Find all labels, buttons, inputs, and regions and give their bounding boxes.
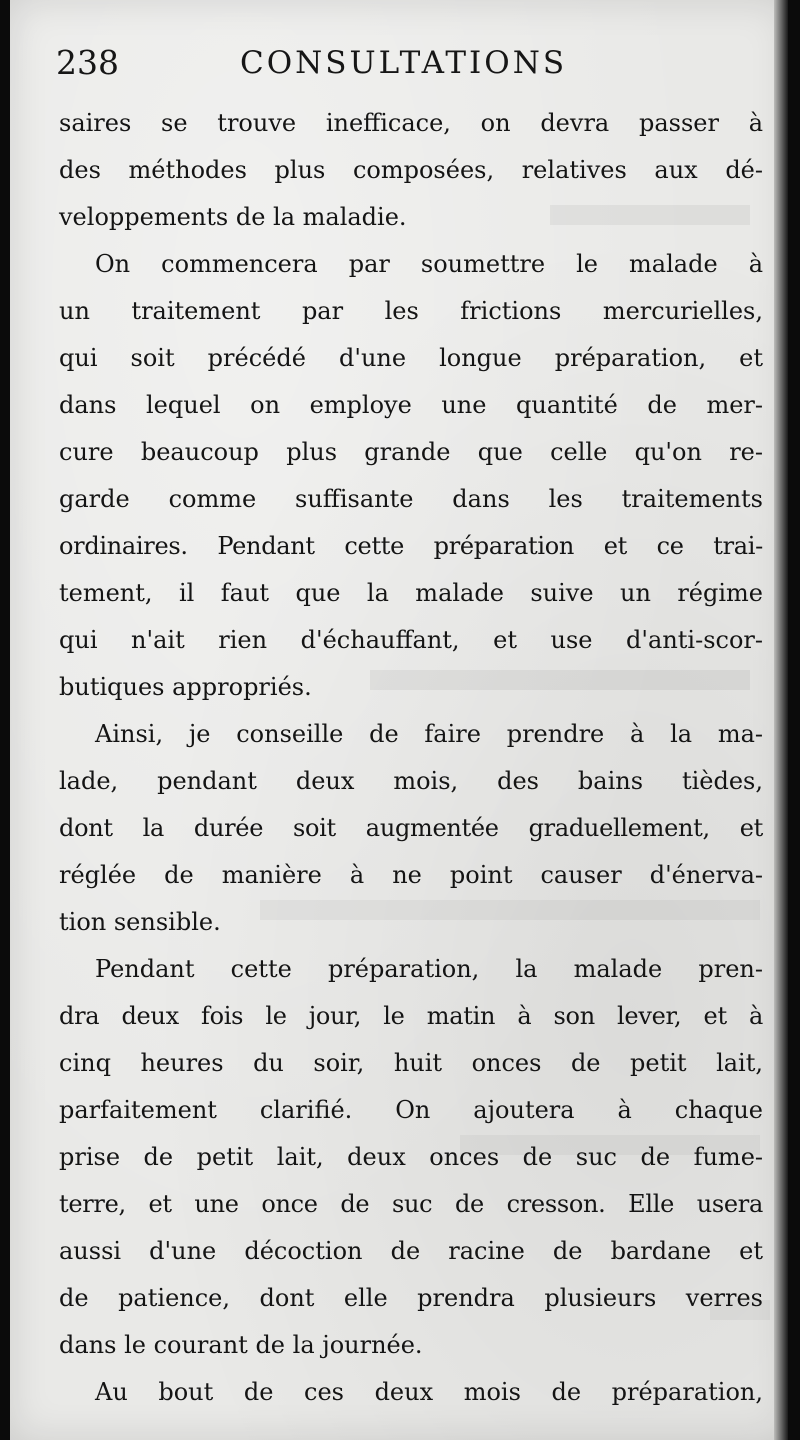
text-line: ordinaires. Pendant cette préparation et ce trai- bbox=[59, 532, 763, 560]
text-line: dont la durée soit augmentée graduellement, et bbox=[59, 814, 763, 842]
text-line: dans le courant de la journée. bbox=[59, 1331, 423, 1359]
text-line: parfaitement clarifié. On ajoutera à chaque bbox=[59, 1096, 763, 1124]
text-line: veloppements de la maladie. bbox=[59, 203, 407, 231]
page-header bbox=[56, 40, 756, 90]
page-number: 238 bbox=[56, 43, 119, 82]
running-title: CONSULTATIONS bbox=[240, 45, 568, 81]
text-line: tion sensible. bbox=[59, 908, 221, 936]
text-line: Au bout de ces deux mois de préparation, bbox=[95, 1378, 763, 1406]
text-line: garde comme suffisante dans les traitements bbox=[59, 485, 763, 513]
text-line: un traitement par les frictions mercurielles, bbox=[59, 297, 763, 325]
text-line: réglée de manière à ne point causer d'énerva- bbox=[59, 861, 763, 889]
page-edge-shadow bbox=[774, 0, 788, 1440]
text-line: terre, et une once de suc de cresson. Elle usera bbox=[59, 1190, 763, 1218]
text-line: dra deux fois le jour, le matin à son lever, et à bbox=[59, 1002, 763, 1030]
text-line: dans lequel on employe une quantité de mer- bbox=[59, 391, 763, 419]
book-page bbox=[10, 0, 788, 1440]
text-line: tement, il faut que la malade suive un régime bbox=[59, 579, 763, 607]
text-line: des méthodes plus composées, relatives aux dé- bbox=[59, 156, 763, 184]
text-line: qui n'ait rien d'échauffant, et use d'anti-scor- bbox=[59, 626, 763, 654]
text-line: saires se trouve inefficace, on devra passer à bbox=[59, 109, 763, 137]
text-line: qui soit précédé d'une longue préparation, et bbox=[59, 344, 763, 372]
text-line: Pendant cette préparation, la malade pren- bbox=[95, 955, 763, 983]
text-line: cinq heures du soir, huit onces de petit lait, bbox=[59, 1049, 763, 1077]
text-line: Ainsi, je conseille de faire prendre à la ma- bbox=[95, 720, 763, 748]
body-text bbox=[59, 100, 763, 1416]
text-line: prise de petit lait, deux onces de suc de fume- bbox=[59, 1143, 763, 1171]
text-line: aussi d'une décoction de racine de bardane et bbox=[59, 1237, 763, 1265]
text-line: cure beaucoup plus grande que celle qu'on re- bbox=[59, 438, 763, 466]
text-line: lade, pendant deux mois, des bains tièdes, bbox=[59, 767, 763, 795]
text-line: On commencera par soumettre le malade à bbox=[95, 250, 763, 278]
text-line: butiques appropriés. bbox=[59, 673, 312, 701]
text-line: de patience, dont elle prendra plusieurs verres bbox=[59, 1284, 763, 1312]
